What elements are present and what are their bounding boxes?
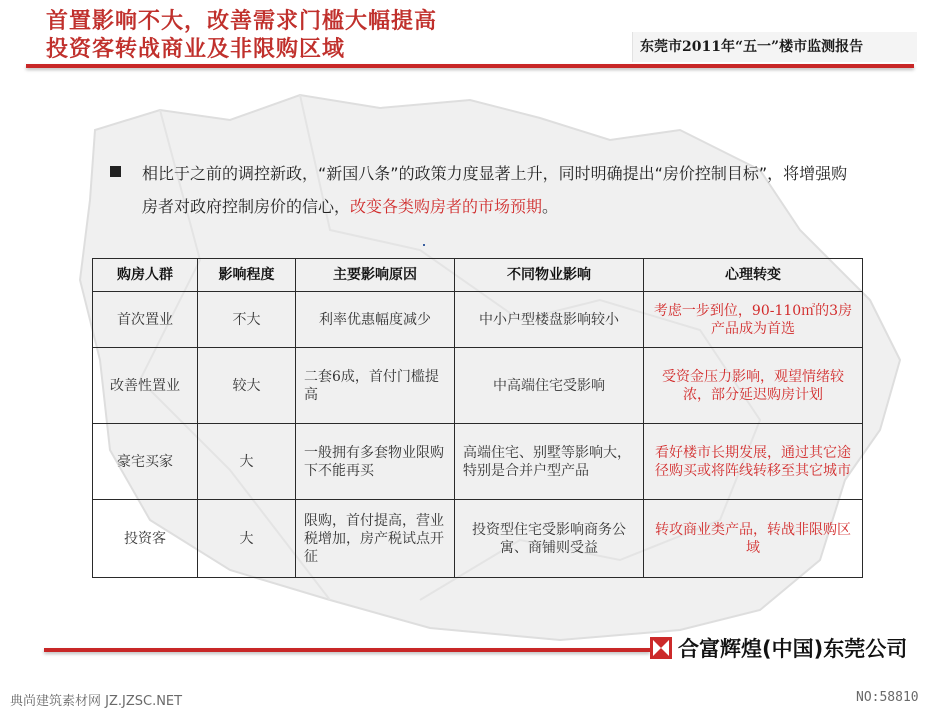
table-row [93, 292, 863, 348]
property-impact-cell: 投资型住宅受影响商务公寓、商铺则受益 [455, 500, 644, 578]
buyer-group-cell: 投资客 [93, 500, 198, 578]
impact-reason-cell: 一般拥有多套物业限购下不能再买 [296, 424, 455, 500]
bullet-text [142, 157, 860, 223]
bullet-text-highlight: 改变各类购房者的市场预期 [350, 197, 543, 216]
property-impact-cell: 高端住宅、别墅等影响大，特别是合并户型产品 [455, 424, 644, 500]
company-logo-icon [650, 637, 672, 659]
table-row [93, 348, 863, 424]
table-header-cell: 购房人群 [93, 259, 198, 292]
table-header-row [93, 259, 863, 292]
table-header-cell: 影响程度 [198, 259, 296, 292]
mindset-change-cell: 考虑一步到位，90-110㎡的3房产品成为首选 [644, 292, 863, 348]
mindset-change-cell: 受资金压力影响，观望情绪较浓，部分延迟购房计划 [644, 348, 863, 424]
table-header-cell: 主要影响原因 [296, 259, 455, 292]
table-header-cell: 不同物业影响 [455, 259, 644, 292]
report-name: 东莞市2011年“五一”楼市监测报告 [640, 39, 864, 55]
property-impact-cell: 中小户型楼盘影响较小 [455, 292, 644, 348]
page-title-line2: 投资客转战商业及非限购区域 [46, 37, 346, 62]
property-impact-cell: 中高端住宅受影响 [455, 348, 644, 424]
buyer-group-cell: 豪宅买家 [93, 424, 198, 500]
buyer-group-cell: 改善性置业 [93, 348, 198, 424]
page-title-line1: 首置影响不大，改善需求门槛大幅提高 [46, 9, 438, 34]
impact-reason-cell: 利率优惠幅度减少 [296, 292, 455, 348]
watermark-right: NO:58810 [856, 690, 919, 705]
watermark-left: 典尚建筑素材网 JZ.JZSC.NET [10, 694, 183, 709]
table-row [93, 424, 863, 500]
stray-dot [423, 244, 425, 246]
impact-reason-cell: 限购，首付提高，营业税增加，房产税试点开征 [296, 500, 455, 578]
table-row [93, 500, 863, 578]
impact-reason-cell: 二套6成，首付门槛提高 [296, 348, 455, 424]
mindset-change-cell: 转攻商业类产品，转战非限购区域 [644, 500, 863, 578]
bullet-point [110, 157, 860, 223]
table-header-cell: 心理转变 [644, 259, 863, 292]
bullet-text-main: 相比于之前的调控新政，“新国八条”的政策力度显著上升，同时明确提出“房价控制目标”，将增强购房者对政府控制房价的信心， [142, 164, 848, 216]
bullet-text-end: 。 [542, 197, 559, 216]
company-name: 合富辉煌(中国)东莞公司 [678, 637, 908, 661]
footer-divider [44, 648, 650, 652]
header-divider [26, 64, 914, 68]
impact-degree-cell: 不大 [198, 292, 296, 348]
buyer-impact-table [92, 258, 863, 578]
impact-degree-cell: 大 [198, 424, 296, 500]
impact-degree-cell: 大 [198, 500, 296, 578]
page-title [46, 8, 437, 64]
impact-degree-cell: 较大 [198, 348, 296, 424]
buyer-group-cell: 首次置业 [93, 292, 198, 348]
mindset-change-cell: 看好楼市长期发展，通过其它途径购买或将阵线转移至其它城市 [644, 424, 863, 500]
bullet-square-icon [110, 166, 121, 177]
